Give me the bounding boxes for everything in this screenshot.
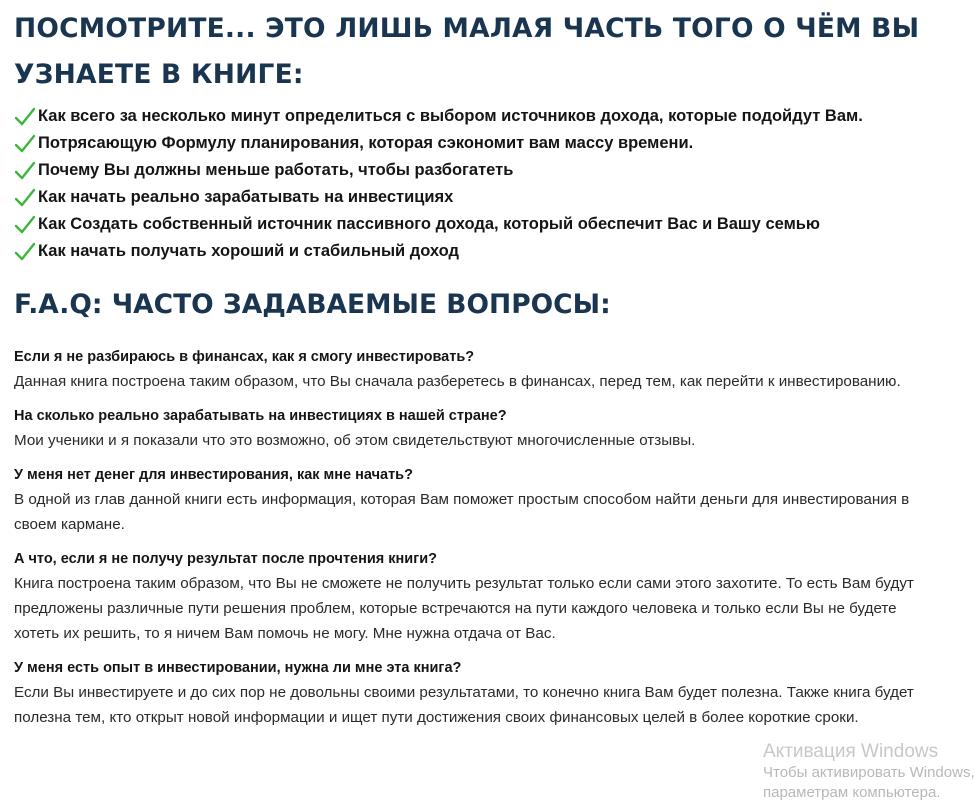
faq-item (14, 548, 944, 646)
list-item-text: Потрясающую Формулу планирования, которая сэкономит вам массу времени. (38, 134, 694, 152)
faq-answer: Книга построена таким образом, что Вы не сможете не получить результат только если сами этого захотите. То есть Вам будут предложены различные пути решения проблем, которые встречаются на пути каждого человека и только если Вы не будете хотеть их решить, то я ничем Вам помочь не могу. Мне нужна отдача от Вас. (14, 575, 914, 642)
faq-item (14, 657, 944, 730)
faq-answer: Данная книга построена таким образом, что Вы сначала разберетесь в финансах, перед тем, как перейти к инвестированию. (14, 373, 901, 390)
faq-item (14, 464, 944, 537)
faq-list (14, 346, 944, 741)
benefits-list (14, 103, 863, 265)
list-item-text: Как Создать собственный источник пассивного дохода, который обеспечит Вас и Вашу семью (38, 215, 821, 233)
faq-question: Если я не разбираюсь в финансах, как я смогу инвестировать? (14, 349, 475, 365)
faq-question: А что, если я не получу результат после прочтения книги? (14, 551, 438, 567)
faq-item (14, 346, 944, 394)
list-item-text: Как всего за несколько минут определиться с выбором источников дохода, которые подойдут Вам. (38, 107, 863, 125)
watermark-line: параметрам компьютера. (763, 784, 941, 801)
check-icon (14, 187, 36, 209)
faq-answer: Если Вы инвестируете и до сих пор не довольны своими результатами, то конечно книга Вам будет полезна. Также книга будет полезна тем, кто открыт новой информации и ищет пути достижения своих финансовых целей в более короткие сроки. (14, 684, 914, 726)
check-icon (14, 214, 36, 236)
page-heading: ПОСМОТРИТЕ... ЭТО ЛИШЬ МАЛАЯ ЧАСТЬ ТОГО О ЧЁМ ВЫ УЗНАЕТЕ В КНИГЕ: (14, 13, 920, 90)
list-item-text: Почему Вы должны меньше работать, чтобы разбогатеть (38, 161, 514, 179)
windows-activation-watermark (763, 741, 975, 803)
check-icon (14, 106, 36, 128)
watermark-title: Активация Windows (763, 741, 939, 762)
faq-answer: В одной из глав данной книги есть информация, которая Вам поможет простым способом найти деньги для инвестирования в своем кармане. (14, 491, 910, 533)
check-icon (14, 133, 36, 155)
faq-question: На сколько реально зарабатывать на инвестициях в нашей стране? (14, 408, 507, 424)
faq-question: У меня нет денег для инвестирования, как мне начать? (14, 467, 413, 483)
list-item-text: Как начать реально зарабатывать на инвестициях (38, 188, 454, 206)
faq-item (14, 405, 944, 453)
list-item (14, 130, 863, 157)
list-item (14, 157, 863, 184)
list-item-text: Как начать получать хороший и стабильный доход (38, 242, 459, 260)
list-item (14, 184, 863, 211)
list-item (14, 238, 863, 265)
check-icon (14, 241, 36, 263)
content (14, 0, 939, 726)
faq-heading: F.A.Q: ЧАСТО ЗАДАВАЕМЫЕ ВОПРОСЫ: (14, 289, 611, 320)
check-icon (14, 160, 36, 182)
watermark-line: Чтобы активировать Windows, (763, 764, 975, 781)
faq-question: У меня есть опыт в инвестировании, нужна ли мне эта книга? (14, 660, 462, 676)
faq-answer: Мои ученики и я показали что это возможно, об этом свидетельствуют многочисленные отзывы. (14, 432, 696, 449)
list-item (14, 103, 863, 130)
list-item (14, 211, 863, 238)
